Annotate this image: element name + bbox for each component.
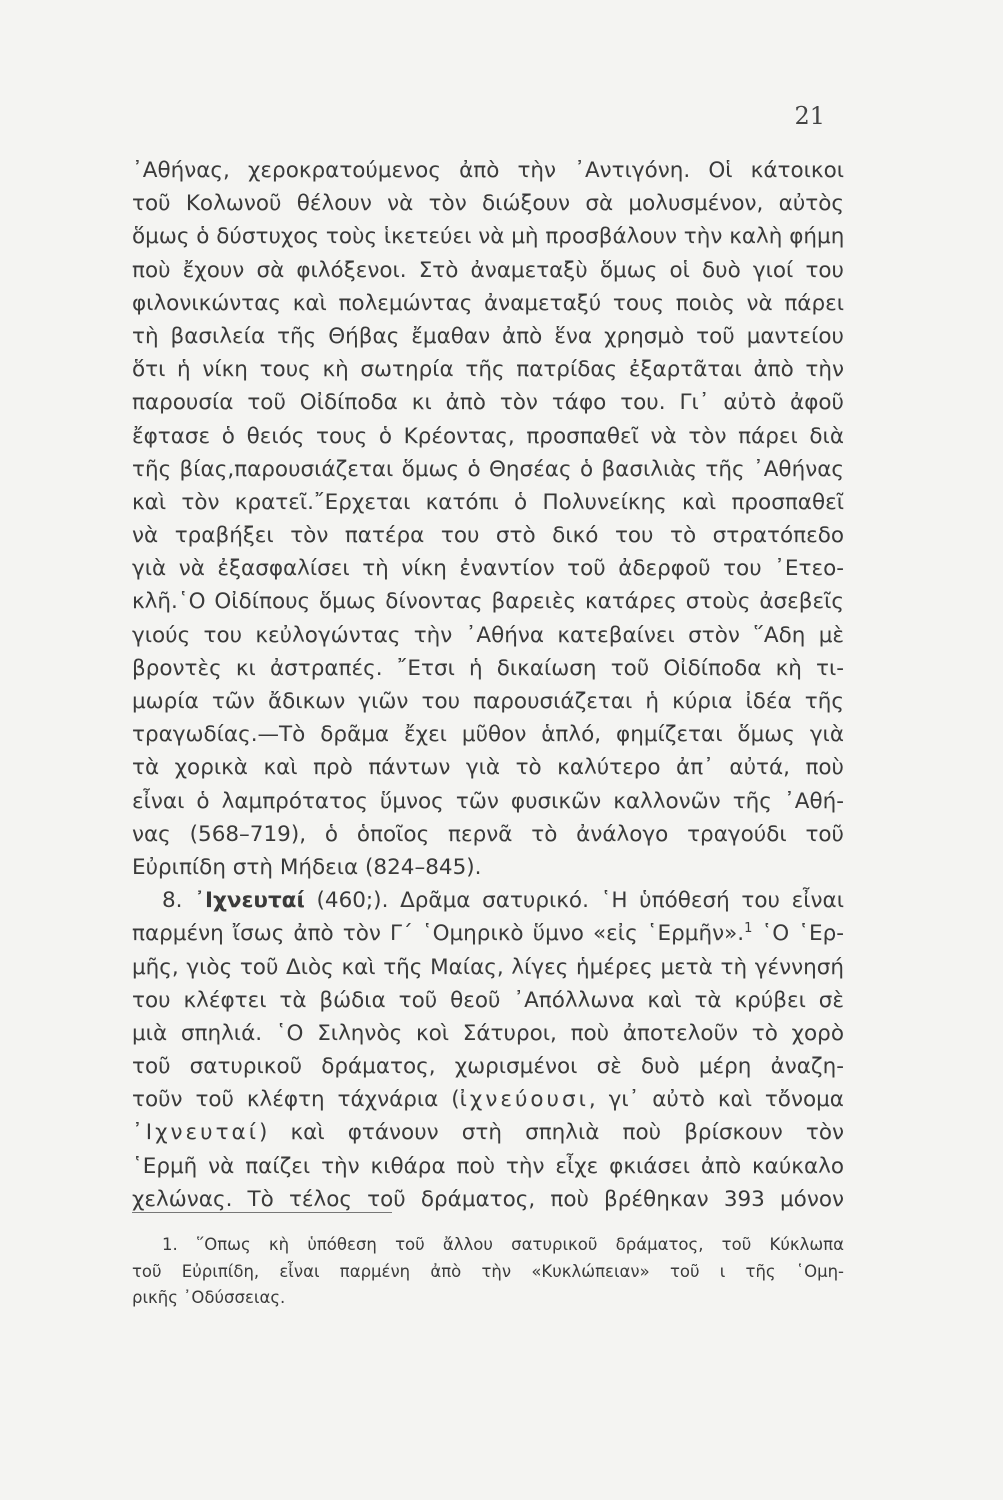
text-line: κλῆ.῾Ο Οἰδίπους ὅμως δίνοντας βαρειὲς κατάρες στοὺς ἀσεβεῖς <box>132 589 844 615</box>
spaced-word: ᾿Ιχνευταί <box>132 1120 259 1146</box>
text-line: ποὺ ἔχουν σὰ φιλόξενοι. Στὸ ἀναμεταξὺ ὅμως οἱ δυὸ γιοί του <box>132 257 844 283</box>
text-line: ᾿Αθήνας, χεροκρατούμενος ἀπὸ τὴν ᾿Αντιγόνη. Οἱ κάτοικοι <box>132 158 844 183</box>
text-line: φιλονικώντας καὶ πολεμώντας ἀναμεταξύ τους ποιὸς νὰ πάρει <box>132 290 844 316</box>
text-line: ὅτι ἡ νίκη τους κὴ σωτηρία τῆς πατρίδας ἐξαρτᾶται ἀπὸ τὴν <box>132 357 844 383</box>
text-line: νας (568–719), ὁ ὁποῖος περνᾶ τὸ ἀνάλογο τραγούδι τοῦ <box>132 821 844 847</box>
text-line: τραγωδίας.—Τὸ δρᾶμα ἔχει μῦθον ἁπλό, φημίζεται ὅμως γιὰ <box>132 722 844 748</box>
text-line: γιούς του κεὐλογώντας τὴν ᾿Αθήνα κατεβαίνει στὸν ῞Αδη μὲ <box>132 622 844 648</box>
text-line: τὰ χορικὰ καὶ πρὸ πάντων γιὰ τὸ καλύτερο ἀπ᾿ αὐτά, ποὺ <box>132 755 844 781</box>
text-line: του κλέφτει τὰ βώδια τοῦ θεοῦ ᾿Απόλλωνα καὶ τὰ κρύβει σὲ <box>132 987 844 1013</box>
spaced-word: ἰχνεύουσι <box>459 1087 589 1113</box>
section-8-line-8-rest: ) καὶ φτάνουν στὴ σπηλιὰ ποὺ βρίσκουν τὸν <box>258 1120 844 1146</box>
footnote-divider <box>132 1212 392 1213</box>
footnotes <box>132 1232 844 1312</box>
section-8-line-1-rest: (460;). Δρᾶμα σατυρικό. ῾Η ὑπόθεσή του εἶναι <box>304 888 844 914</box>
footnote-marker: 1 <box>744 921 753 937</box>
text-line: τοῦ Κολωνοῦ θέλουν νὰ τὸν διώξουν σὰ μολυσμένον, αὐτὸς <box>132 191 844 217</box>
text-line: ἔφτασε ὁ θειός τους ὁ Κρέοντας, προσπαθεῖ νὰ τὸν πάρει διὰ <box>132 423 844 449</box>
text-line: τὴ βασιλεία τῆς Θήβας ἔμαθαν ἀπὸ ἕνα χρησμὸ τοῦ μαντείου <box>132 323 844 349</box>
text-line: ὅμως ὁ δύστυχος τοὺς ἱκετεύει νὰ μὴ προσβάλουν τὴν καλὴ φήμη <box>132 224 845 250</box>
section-8-line-7-rest: , γι᾿ αὐτὸ καὶ τὄνομα <box>588 1087 844 1113</box>
page-number: 21 <box>794 102 825 130</box>
text-line: μῆς, γιὸς τοῦ Διὸς καὶ τῆς Μαίας, λίγες ἡμέρες μετὰ τὴ γέννησή <box>132 954 844 980</box>
text-line: τῆς βίας,παρουσιάζεται ὅμως ὁ Θησέας ὁ βασιλιὰς τῆς ᾿Αθήνας <box>132 456 844 482</box>
text-line: Εὐριπίδη στὴ Μήδεια (824–845). <box>132 854 482 880</box>
text-line: τοῦ σατυρικοῦ δράματος, χωρισμένοι σὲ δυὸ μέρη ἀναζη- <box>132 1054 844 1080</box>
section-8-line-2-rest: ῾Ο ῾Ερ- <box>752 921 844 947</box>
text-line: βροντὲς κι ἀστραπές. ῎Ετσι ἡ δικαίωση τοῦ Οἰδίποδα κὴ τι- <box>132 655 844 681</box>
text-line: νὰ τραβήξει τὸν πατέρα του στὸ δικό του τὸ στρατόπεδο <box>132 523 844 549</box>
text-line: μωρία τῶν ἄδικων γιῶν του παρουσιάζεται ἡ κύρια ἰδέα τῆς <box>132 689 844 714</box>
footnote-line: τοῦ Εὐριπίδη, εἶναι παρμένη ἀπὸ τὴν «Κυκλώπειαν» τοῦ ι τῆς ῾Ομη- <box>132 1261 844 1281</box>
section-8-line-7-start: τοῦν τοῦ κλέφτη τάχνάρια ( <box>132 1087 460 1113</box>
text-line: μιὰ σπηλιά. ῾Ο Σιληνὸς κοὶ Σάτυροι, ποὺ ἀποτελοῦν τὸ χορὸ <box>132 1020 844 1046</box>
section-title: ᾿Ιχνευταί <box>194 888 305 914</box>
text-line: χελώνας. Τὸ τέλος τοῦ δράματος, ποὺ βρέθηκαν 393 μόνον <box>132 1186 844 1212</box>
text-line: γιὰ νὰ ἐξασφαλίσει τὴ νίκη ἐναντίον τοῦ ἀδερφοῦ του ᾿Ετεο- <box>132 556 844 582</box>
section-8-line-2: παρμένη ἴσως ἀπὸ τὸν Γ΄ ῾Ομηρικὸ ὕμνο «εἰς ῾Ερμῆν». <box>132 921 745 947</box>
text-line <box>132 1083 844 1116</box>
body-text <box>132 154 844 1216</box>
section-8-heading-line <box>132 884 844 917</box>
text-line: καὶ τὸν κρατεῖ.῎Ερχεται κατόπι ὁ Πολυνείκης καὶ προσπαθεῖ <box>132 489 844 515</box>
text-line <box>132 1116 844 1149</box>
text-line: εἶναι ὁ λαμπρότατος ὕμνος τῶν φυσικῶν καλλονῶν τῆς ᾿Αθή- <box>132 788 844 814</box>
text-line: παρουσία τοῦ Οἰδίποδα κι ἀπὸ τὸν τάφο του. Γι᾿ αὐτὸ ἀφοῦ <box>132 390 844 416</box>
footnote-line: 1. ῞Οπως κὴ ὑπόθεση τοῦ ἄλλου σατυρικοῦ δράματος, τοῦ Κύκλωπα <box>162 1235 844 1254</box>
section-number: 8. <box>162 888 183 914</box>
footnote-line: ρικῆς ᾿Οδύσσειας. <box>132 1288 286 1307</box>
text-line: ῾Ερμῆ νὰ παίζει τὴν κιθάρα ποὺ τὴν εἶχε φκιάσει ἀπὸ καύκαλο <box>132 1153 844 1179</box>
text-line <box>132 917 844 950</box>
